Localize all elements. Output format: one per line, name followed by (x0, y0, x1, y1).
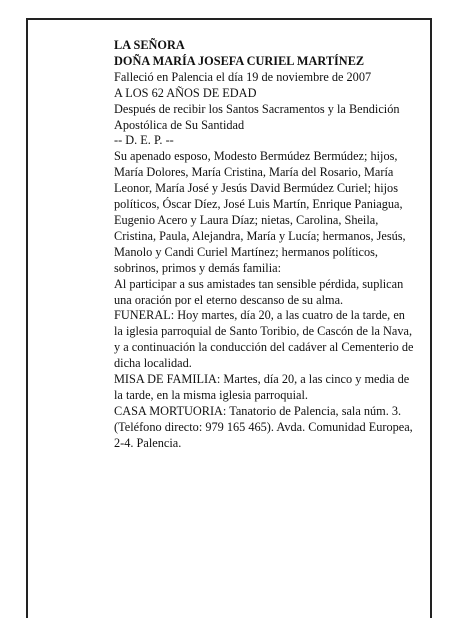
funeral-text: FUNERAL: Hoy martes, día 20, a las cuatro de la tarde, en la iglesia parroquial de Santo Toribio, de Cascón de la Nava, y a continuación la conducción del cadáver al Cementerio de dicha localidad. (114, 308, 414, 371)
age-line: A LOS 62 AÑOS DE EDAD (114, 85, 257, 100)
sacraments-text: Después de recibir los Santos Sacramentos y la Bendición Apostólica de Su Santidad (114, 101, 400, 132)
dep-line: -- D. E. P. -- (114, 133, 174, 148)
request-text: Al participar a sus amistades tan sensible pérdida, suplican una oración por el eterno descanso de su alma. (114, 276, 404, 307)
deceased-name: DOÑA MARÍA JOSEFA CURIEL MARTÍNEZ (114, 53, 365, 68)
family-mass-text: MISA DE FAMILIA: Martes, día 20, a las cinco y media de la tarde, en la misma iglesia parroquial. (114, 372, 410, 402)
title-line-1: LA SEÑORA (114, 38, 185, 52)
death-line: Falleció en Palencia el día 19 de noviembre de 2007 (114, 69, 372, 84)
obituary-notice (114, 38, 414, 452)
mortuary-text: CASA MORTUORIA: Tanatorio de Palencia, sala núm. 3. (Teléfono directo: 979 165 465). Avda. Comunidad Europea, 2-4. Palencia. (114, 403, 413, 450)
family-text: Su apenado esposo, Modesto Bermúdez Bermúdez; hijos, María Dolores, María Cristina, María del Rosario, María Leonor, María José y Jesús David Bermúdez Curiel; hijos políticos, Óscar Díez, José Luis Martín, Enrique Paniagua, Eugenio Acero y Laura Díaz; nietas, Carolina, Sheila, Cristina, Paula, Alejandra, María y Lucía; hermanos, Jesús, Manolo y Candi Curiel Martínez; hermanos políticos, sobrinos, primos y demás familia: (114, 149, 406, 275)
